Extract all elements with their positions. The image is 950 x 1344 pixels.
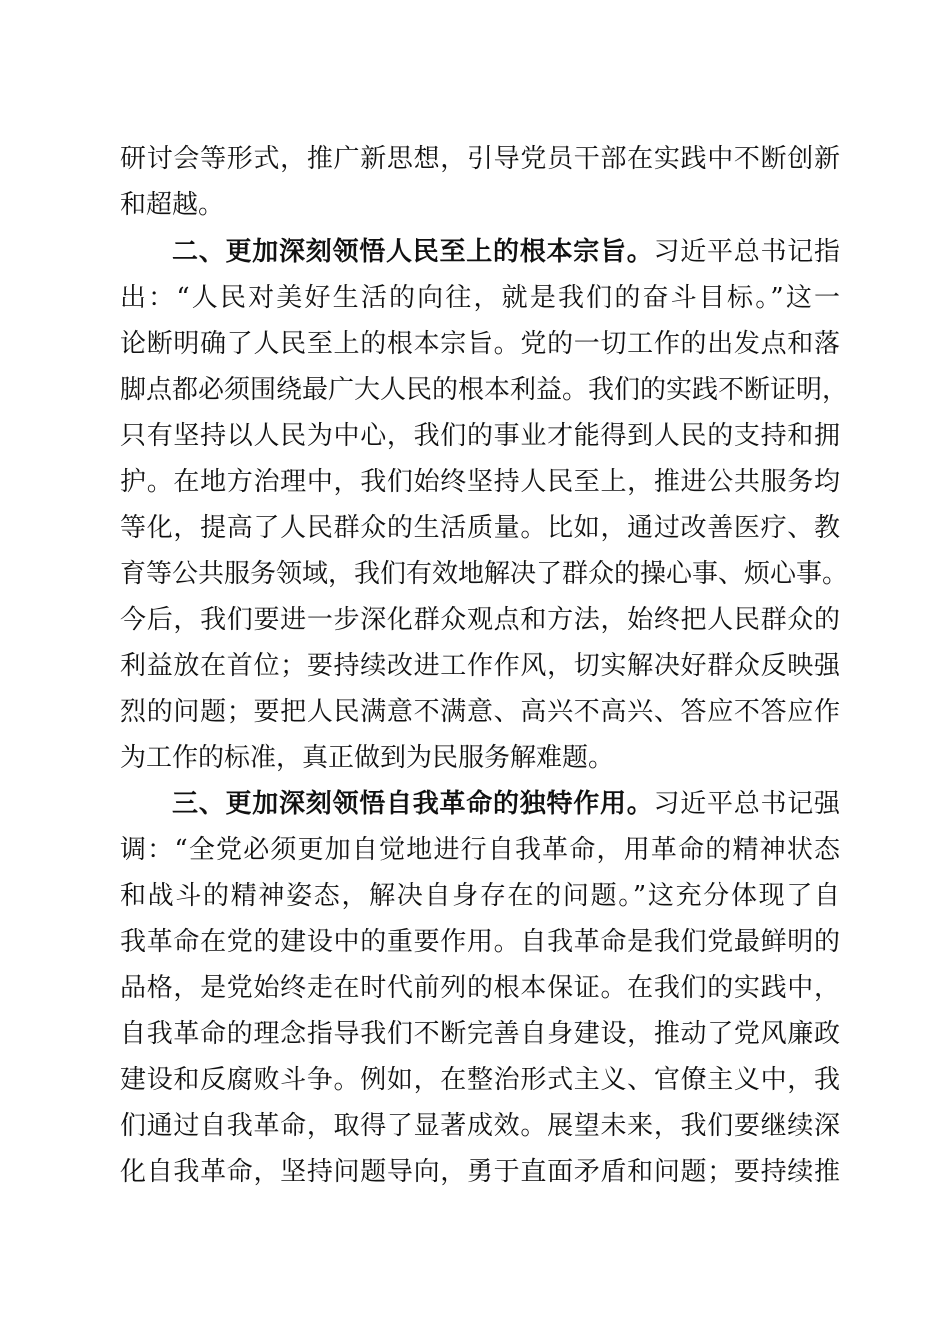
- paragraph-2-line-2: 出：“人民对美好生活的向往，就是我们的奋斗目标。”这一: [120, 283, 840, 313]
- paragraph-3-line-1-rest: 习近平总书记强: [653, 789, 840, 819]
- paragraph-2-heading: 二、更加深刻领悟人民至上的根本宗旨。: [172, 237, 654, 267]
- paragraph-2-line-7: 等化，提高了人民群众的生活质量。比如，通过改善医疗、教: [120, 513, 840, 543]
- paragraph-2-line-12: 为工作的标准，真正做到为民服务解难题。: [120, 743, 615, 773]
- paragraph-3-line-8: 们通过自我革命，取得了显著成效。展望未来，我们要继续深: [120, 1111, 840, 1141]
- paragraph-3-line-6: 自我革命的理念指导我们不断完善自身建设，推动了党风廉政: [120, 1019, 840, 1049]
- paragraph-2-line-3: 论断明确了人民至上的根本宗旨。党的一切工作的出发点和落: [120, 329, 840, 359]
- paragraph-3-line-1: [172, 782, 840, 826]
- paragraph-3-line-3: 和战斗的精神姿态，解决自身存在的问题。”这充分体现了自: [120, 881, 840, 911]
- paragraph-2-line-11: 烈的问题；要把人民满意不满意、高兴不高兴、答应不答应作: [120, 697, 840, 727]
- paragraph-2-line-5: 只有坚持以人民为中心，我们的事业才能得到人民的支持和拥: [120, 421, 840, 451]
- paragraph-2-line-6: 护。在地方治理中，我们始终坚持人民至上，推进公共服务均: [120, 467, 840, 497]
- paragraph-3-line-4: 我革命在党的建设中的重要作用。自我革命是我们党最鲜明的: [120, 927, 840, 957]
- paragraph-3-line-5: 品格，是党始终走在时代前列的根本保证。在我们的实践中，: [120, 973, 840, 1003]
- paragraph-2-line-8: 育等公共服务领域，我们有效地解决了群众的操心事、烦心事。: [120, 559, 849, 589]
- paragraph-2-line-9: 今后，我们要进一步深化群众观点和方法，始终把人民群众的: [120, 605, 840, 635]
- paragraph-2-line-1: [172, 230, 840, 274]
- paragraph-2-line-1-rest: 习近平总书记指: [653, 237, 840, 267]
- paragraph-2-line-4: 脚点都必须围绕最广大人民的根本利益。我们的实践不断证明，: [120, 375, 849, 405]
- paragraph-3-heading: 三、更加深刻领悟自我革命的独特作用。: [172, 789, 654, 819]
- paragraph-2-line-10: 利益放在首位；要持续改进工作作风，切实解决好群众反映强: [120, 651, 840, 681]
- paragraph-3-line-7: 建设和反腐败斗争。例如，在整治形式主义、官僚主义中，我: [120, 1065, 840, 1095]
- paragraph-1-line-1: 研讨会等形式，推广新思想，引导党员干部在实践中不断创新: [120, 144, 840, 174]
- paragraph-3-line-9: 化自我革命，坚持问题导向，勇于直面矛盾和问题；要持续推: [120, 1157, 840, 1187]
- paragraph-1-line-2: 和超越。: [120, 190, 225, 220]
- paragraph-3-line-2: 调：“全党必须更加自觉地进行自我革命，用革命的精神状态: [120, 835, 840, 865]
